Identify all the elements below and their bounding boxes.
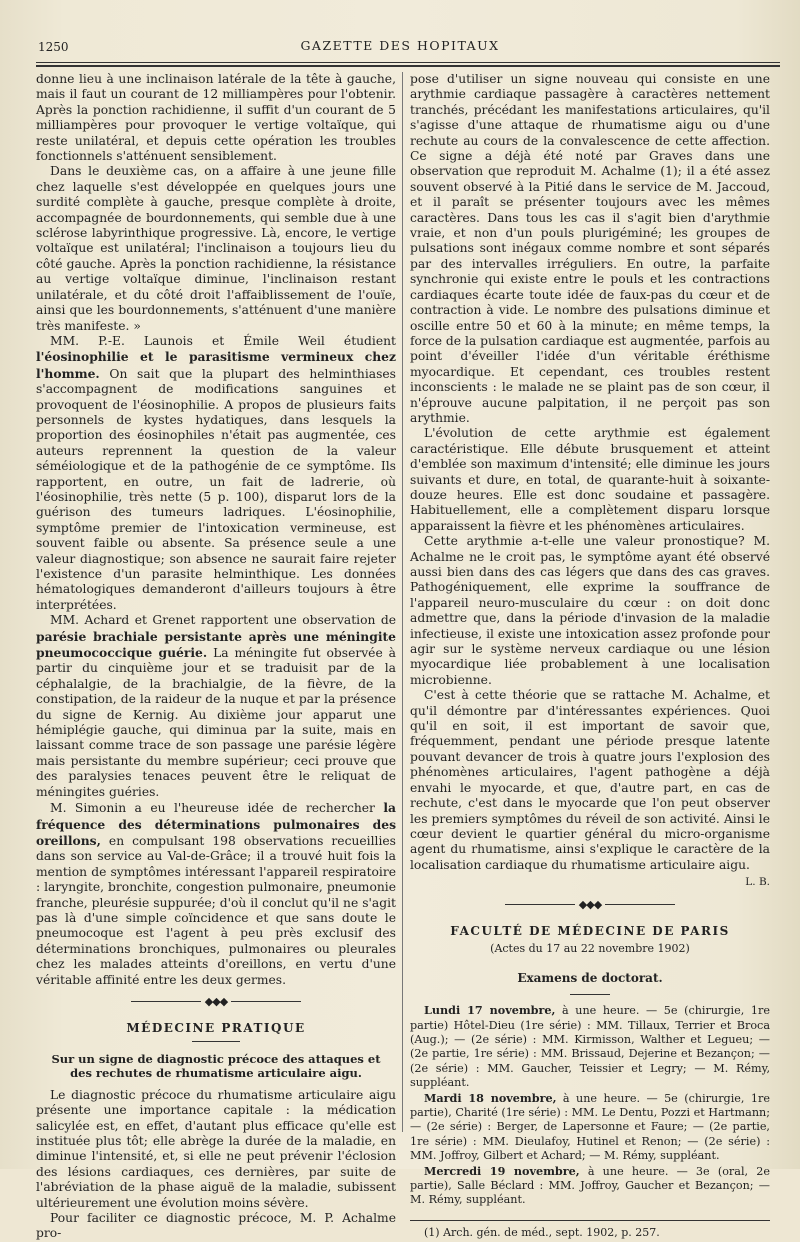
- exam-entry: Mercredi 19 novembre, à une heure. — 3e (oral, 2e partie), Salle Béclard : MM. Joffroy, Gaucher et Bezançon; — M. Rémy, suppléant.: [410, 1163, 770, 1207]
- page-header: [28, 34, 772, 56]
- faculty-title: FACULTÉ DE MÉDECINE DE PARIS: [450, 923, 730, 938]
- paragraph: Pour faciliter ce diagnostic précoce, M. P. Achalme pro-: [36, 1211, 396, 1241]
- paragraph: L'évolution de cette arythmie est également caractéristique. Elle débute brusquement et atteint d'emblée son maximum d'intensité; elle diminue les jours suivants et dure, en total, de quarante-huit à soixante-douze heures. Elle est donc soudaine et passagère. Habituellement, elle a complètement disparu lorsque apparaissent la fièvre et les phénomènes articulaires.: [410, 426, 770, 533]
- header-rule-thick: [36, 65, 780, 67]
- paragraph: C'est à cette théorie que se rattache M. Achalme, et qu'il démontre par d'intéressantes expériences. Quoi qu'il en soit, il est important de savoir que, fréquemment, pendant une période presque latente pouvant devancer de trois à quatre jours l'explosion des phénomènes articulaires, l'agent pathogène a déjà envahi le myocarde, et que, d'autre part, en cas de rechute, c'est dans le myocarde que l'on peut observer les premiers symptômes du réveil de son activité. Ainsi le cœur devient le quartier général du micro-organisme agent du rhumatisme, ainsi s'explique le caractère de la localisation cardiaque du rhumatisme articulaire aigu.: [410, 688, 770, 872]
- footnote-rule: [410, 1220, 770, 1221]
- exam-entry: Lundi 17 novembre, à une heure. — 5e (chirurgie, 1re partie) Hôtel-Dieu (1re série) : MM. Tillaux, Terrier et Broca (Aug.); — (2e série) : MM. Kirmisson, Walther et Legueu; — (2e partie, 1re série) : MM. Brissaud, Dejerine et Bezançon; — (2e série) : MM. Gaucher, Teissier et Legry; — M. Rémy, suppléant.: [410, 1003, 770, 1090]
- journal-title: GAZETTE DES HOPITAUX: [300, 38, 500, 53]
- right-column: [410, 72, 770, 1240]
- footnote: (1) Arch. gén. de méd., sept. 1902, p. 257.: [424, 1225, 660, 1239]
- paragraph: MM. Achard et Grenet rapportent une observation de parésie brachiale persistante après une méningite pneumococcique guérie. La méningite fut observée à partir du cinquième jour et se traduisit par de la céphalalgie, de la brachialgie, de la fièvre, de la constipation, de la raideur de la nuque et par la présence du signe de Kernig. Au dixième jour apparut une hémiplégie gauche, qui diminua par la suite, mais en laissant comme trace de son passage une parésie légère mais persistante du membre supérieur; ceci prouve que des paralysies tenaces peuvent être le reliquat de méningites guéries.: [36, 613, 396, 799]
- ornament-divider: ◆◆◆: [36, 994, 396, 1009]
- paragraph: Dans le deuxième cas, on a affaire à une jeune fille chez laquelle s'est développée en quelques jours une surdité complète à gauche, presque complète à droite, accompagnée de bourdonnements, qui semble due à une sclérose labyrinthique progressive. Là, encore, le vertige voltaïque est unilatéral; l'inclinaison a toujours lieu du côté gauche. Après la ponction rachidienne, la résistance au vertige voltaïque diminue, l'inclinaison restant unilatérale, et du côté droit l'affaiblissement de l'ouïe, ainsi que les bourdonnements, s'atténuent d'une manière très manifeste. »: [36, 164, 396, 333]
- paragraph: MM. P.-E. Launois et Émile Weil étudient l'éosinophilie et le parasitisme vermineux chez l'homme. On sait que la plupart des helminthiases s'accompagnent de modifications sanguines et provoquent de l'éosinophilie. A propos de plusieurs faits personnels de kystes hydatiques, dans lesquels la proportion des éosinophiles n'était pas augmentée, ces auteurs reprennent la question de la valeur séméiologique et de la pathogénie de ce symptôme. Ils rapportent, en outre, un fait de ladrerie, où l'éosinophilie, très nette (5 p. 100), disparut lors de la guérison des tumeurs ladriques. L'éosinophilie, symptôme premier de l'intoxication vermineuse, est souvent faible ou absente. Sa présence seule a une valeur diagnostique; son absence ne saurait faire rejeter l'existence d'un parasite helminthique. Les données hématologiques demanderont d'ailleurs toujours à être interprétées.: [36, 333, 396, 612]
- exam-entry: Mardi 18 novembre, à une heure. — 5e (chirurgie, 1re partie), Charité (1re série) : MM. Le Dentu, Pozzi et Hartmann; — (2e série) : Berger, de Lapersonne et Faure; — (2e partie, 1re série) : MM. Dieulafoy, Hutinel et Renon; — (2e série) : MM. Joffroy, Gilbert et Achard; — M. Rémy, suppléant.: [410, 1090, 770, 1163]
- paragraph: pose d'utiliser un signe nouveau qui consiste en une arythmie cardiaque passagère à caractères nettement tranchés, précédant les manifestations articulaires, qu'il s'agisse d'une attaque de rhumatisme aigu ou d'une rechute au cours de la convalescence de cette affection. Ce signe a déjà été noté par Graves dans une observation que reproduit M. Achalme (1); il a été assez souvent observé à la Pitié dans le service de M. Jaccoud, et il paraît se présenter toujours avec les mêmes caractères. Dans tous les cas il s'agit bien d'arythmie vraie, et non d'un pouls plurigéminé; les groupes de pulsations sont inégaux comme nombre et sont séparés par des intervalles irréguliers. En outre, la parfaite synchronie qui existe entre le pouls et les contractions cardiaques écarte toute idée de faux-pas du cœur et de contraction à vide. Le nombre des pulsations diminue et oscille entre 50 et 60 à la minute; en même temps, la force de la pulsation cardiaque est augmentée, parfois au point d'éveiller l'idée d'un véritable éréthisme myocardique. Et cependant, ces troubles restent inconscients : le malade ne se plaint pas de son cœur, il n'éprouve aucune palpitation, il ne perçoit pas son arythmie.: [410, 72, 770, 425]
- paragraph: Cette arythmie a-t-elle une valeur pronostique? M. Achalme ne le croit pas, le symptôme ayant été observé aussi bien dans des cas légers que dans des cas graves. Pathogéniquement, elle exprime la souffrance de l'appareil neuro-musculaire du cœur : on doit donc admettre que, dans la période d'invasion de la maladie infectieuse, il existe une intoxication assez profonde pour agir sur le système nerveux cardiaque ou une lésion myocardique liée probablement à une localisation microbienne.: [410, 534, 770, 687]
- article-subtitle: Sur un signe de diagnostic précoce des attaques et des rechutes de rhumatisme articulaire aigu.: [51, 1051, 381, 1080]
- section-title: MÉDECINE PRATIQUE: [126, 1021, 306, 1036]
- signature: L. B.: [745, 876, 770, 889]
- section-rule: [192, 1041, 240, 1042]
- exam-title: Examens de doctorat.: [517, 970, 663, 985]
- paragraph: donne lieu à une inclinaison latérale de la tête à gauche, mais il faut un courant de 12 milliampères pour l'obtenir. Après la ponction rachidienne, il suffit d'un courant de 5 milliampères pour provoquer le vertige voltaïque, qui reste unilatéral, et depuis cette opération les troubles fonctionnels s'atténuent sensiblement.: [36, 72, 396, 164]
- column-divider: [402, 72, 403, 1132]
- exam-rule: [570, 994, 610, 995]
- header-rule: [36, 62, 780, 63]
- faculty-date: (Actes du 17 au 22 novembre 1902): [490, 942, 690, 956]
- page-number: 1250: [38, 40, 69, 54]
- paragraph: M. Simonin a eu l'heureuse idée de rechercher la fréquence des déterminations pulmonaires des oreillons, en compulsant 198 observations recueillies dans son service au Val-de-Grâce; il a trouvé huit fois la mention de symptômes intéressant l'appareil respiratoire : laryngite, bronchite, congestion pulmonaire, pneumonie franche, pleurésie suppurée; d'où il conclut qu'il ne s'agit pas là d'une simple coïncidence et que sans doute le pneumocoque est l'agent à peu près exclusif des déterminations bronchiques, pulmonaires ou pleurales chez les malades atteints d'oreillons, en vertu d'une véritable affinité entre les deux germes.: [36, 800, 396, 987]
- left-column: [36, 72, 396, 1242]
- paragraph: Le diagnostic précoce du rhumatisme articulaire aigu présente une importance capitale : la médication salicylée est, en effet, d'autant plus efficace qu'elle est instituée plus tôt; elle abrège la durée de la maladie, en diminue l'intensité, et, si elle ne peut prévenir l'éclosion des lésions cardiaques, ces dernières, par suite de l'abréviation de la phase aiguë de la maladie, subissent ultérieurement une évolution moins sévère.: [36, 1087, 396, 1210]
- ornament-divider: ◆◆◆: [410, 897, 770, 912]
